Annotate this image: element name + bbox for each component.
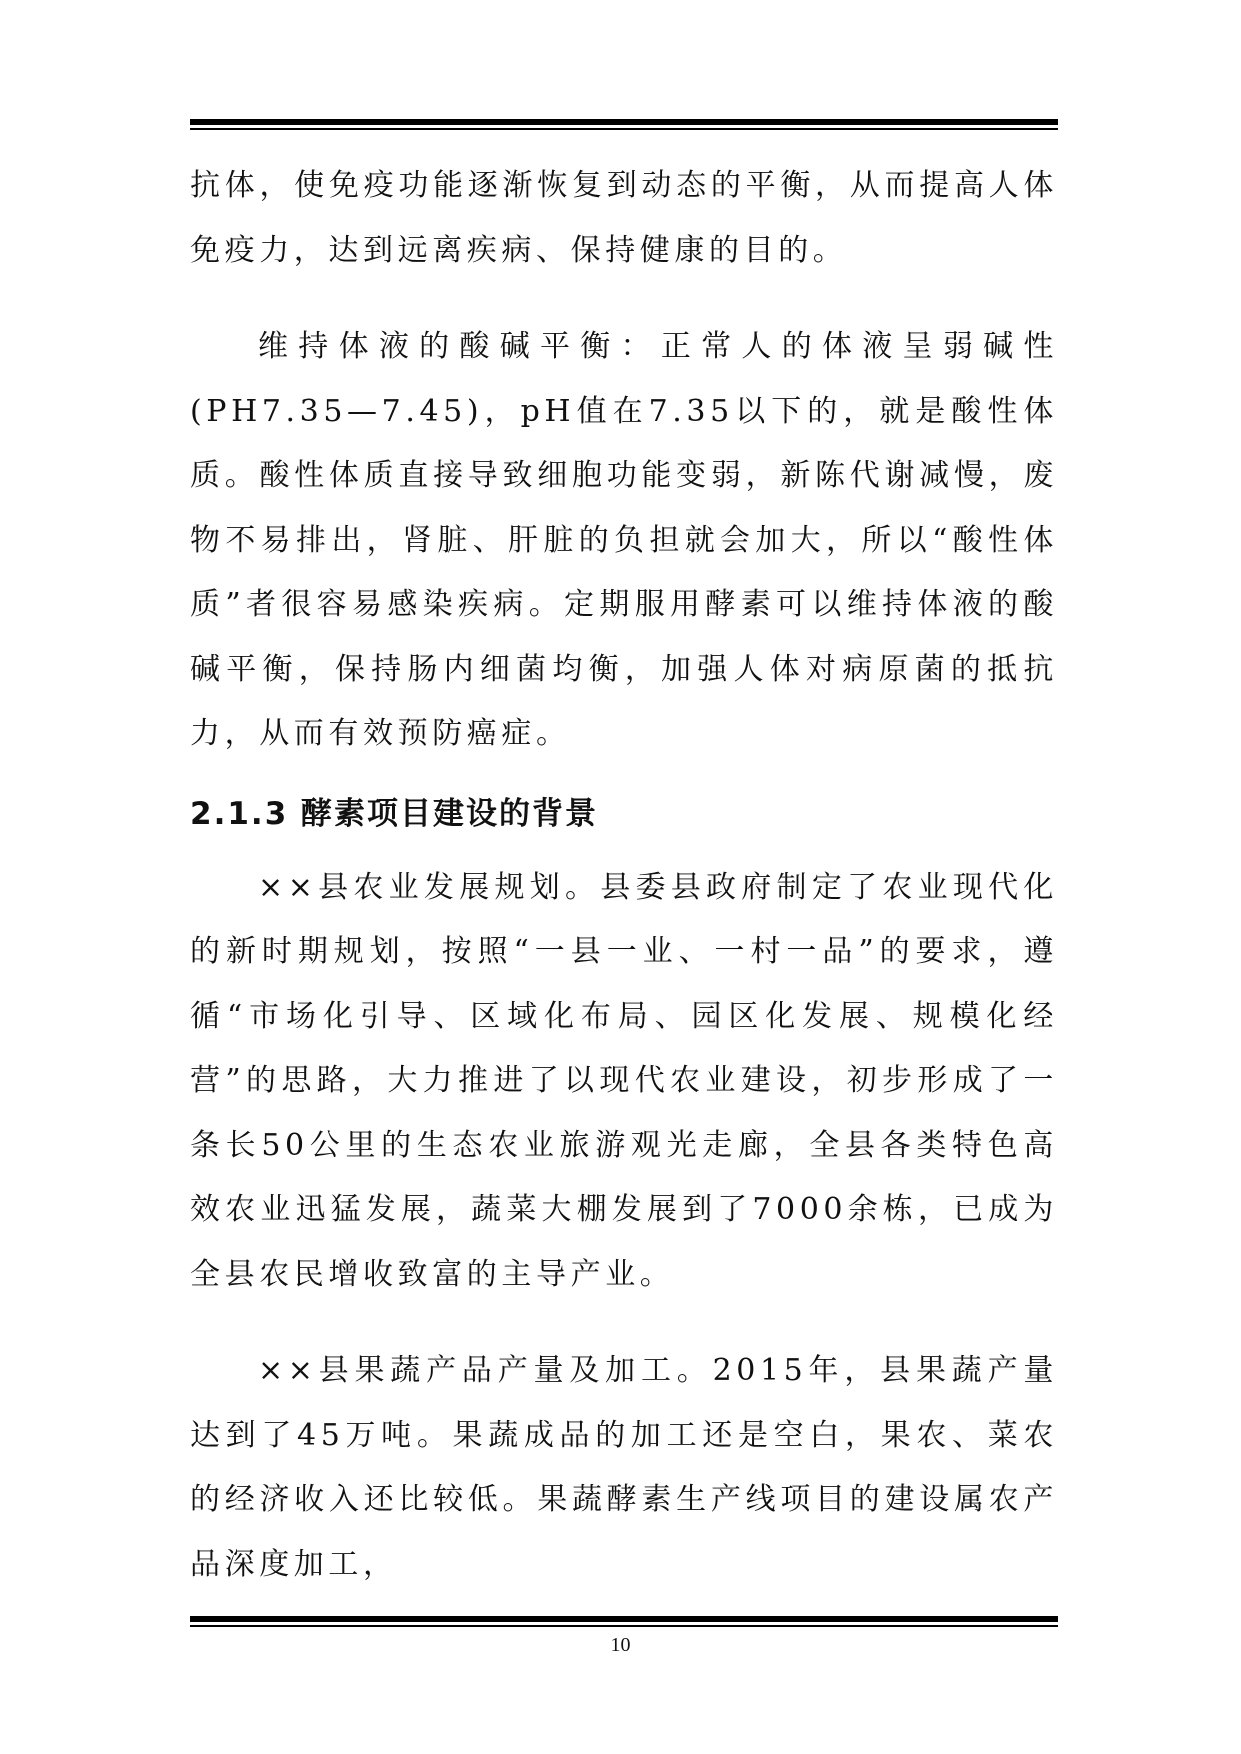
paragraph-acid-base: 维持体液的酸碱平衡：正常人的体液呈弱碱性(PH7.35—7.45)，pH值在7.35以下的，就是酸性体质。酸性体质直接导致细胞功能变弱，新陈代谢减慢，废物不易排出，肾脏、肝脏的负担就会加大，所以“酸性体质”者很容易感染疾病。定期服用酵素可以维持体液的酸碱平衡，保持肠内细菌均衡，加强人体对病原菌的抵抗力，从而有效预防癌症。 <box>190 329 1058 751</box>
paragraph-county-plan: ××县农业发展规划。县委县政府制定了农业现代化的新时期规划，按照“一县一业、一村一品”的要求，遵循“市场化引导、区域化布局、园区化发展、规模化经营”的思路，大力推进了以现代农业建设，初步形成了一条长50公里的生态农业旅游观光走廊，全县各类特色高效农业迅猛发展，蔬菜大棚发展到了7000余栋，已成为全县农民增收致富的主导产业。 <box>190 869 1058 1292</box>
section-heading: 2.1.3 酵素项目建设的背景 <box>190 795 599 832</box>
page-body <box>190 154 1058 1597</box>
footer-rule <box>190 1616 1058 1627</box>
paragraph-1: 抗体，使免疫功能逐渐恢复到动态的平衡，从而提高人体免疫力，达到远离疾病、保持健康的目的。 <box>190 168 1058 268</box>
page-number: 10 <box>610 1634 631 1656</box>
header-rule <box>190 119 1058 130</box>
paragraph-produce-output: ××县果蔬产品产量及加工。2015年，县果蔬产量达到了45万吨。果蔬成品的加工还是空白，果农、菜农的经济收入还比较低。果蔬酵素生产线项目的建设属农产品深度加工， <box>190 1353 1058 1582</box>
